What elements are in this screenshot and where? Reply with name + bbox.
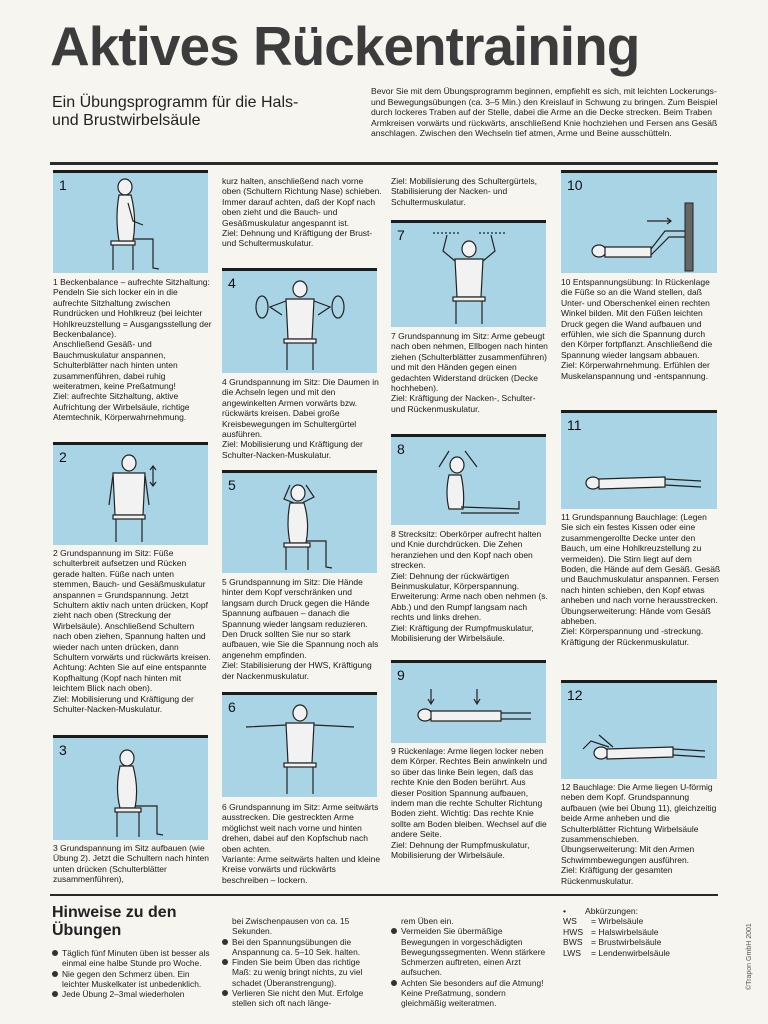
arm-circles-figure-icon	[222, 271, 377, 373]
exercise-number: 5	[228, 477, 236, 493]
hint-item: Vermeiden Sie übermäßige Bewegungen in vorgeschädigten Bewegungssegmenten. Wenn stärkere Schmerzen auftreten, einen Arzt aufsuchen.	[391, 926, 551, 977]
hint-item: Jede Übung 2–3mal wiederholen	[52, 989, 212, 999]
hint-item: bei Zwischenpausen von ca. 15 Sekunden.	[232, 916, 350, 937]
exercise-1-text: 1 Beckenbalance – aufrechte Sitzhaltung: Pendeln Sie sich locker ein in die aufrechte Sitzhaltung zwischen Rundrücken und Hohlkreuz (bei leichter Hohlkreuzstellung = Ausgangsstellung der Beckenbalance). Anschließend Gesäß- und Bauchmuskulatur anspannen, Schulterblätter nach hinten unten zusammenführen, dabei ruhig weiteratmen, keine Preßatmung! Ziel: aufrechte Sitzhaltung, aktive Aufrichtung der Wirbelsäule, richtige Atemtechnik, Körperwahrnehmung.	[53, 277, 212, 423]
supine-figure-icon	[391, 663, 546, 743]
seated-figure-icon	[53, 173, 208, 273]
bullet-icon	[52, 971, 58, 977]
long-sit-figure-icon	[391, 437, 546, 525]
hints-column-3	[391, 916, 551, 1009]
hint-item: Verlieren Sie nicht den Mut. Erfolge stellen sich oft nach länge-	[222, 988, 380, 1009]
subtitle: Ein Übungsprogramm für die Hals- und Brustwirbelsäule	[52, 94, 299, 129]
intro-text: Bevor Sie mit dem Übungsprogramm beginnen, empfiehlt es sich, mit leichten Lockerungs- und Bewegungsübungen (ca. 3–5 Min.) den Kreislauf in Schwung zu bringen. Zum Beispiel durch lockeres Traben auf der Stelle, dabei die Arme an die Decke strecken. Beim Traben Armkreisen vorwärts und rückwärts, anschließend Knie hochziehen und Fersen ans Gesäß anschlagen. Zwischen den Wechseln tief atmen, Arme und Beine ausschütteln.	[371, 86, 718, 139]
hint-item: Bei den Spannungsübungen die Anspannung ca. 5–10 Sek. halten.	[222, 937, 380, 958]
exercise-number: 10	[567, 177, 583, 193]
exercise-11-illustration	[561, 410, 717, 509]
exercise-6-text-continued: Ziel: Mobilisierung des Schultergürtels, Stabilisierung der Nacken- und Schultermuskulatur.	[391, 176, 537, 207]
exercise-number: 3	[59, 742, 67, 758]
bullet-icon	[52, 950, 58, 956]
hint-item: Täglich fünf Minuten üben ist besser als einmal eine halbe Stunde pro Woche.	[52, 948, 212, 969]
exercise-4-text: 4 Grundspannung im Sitz: Die Daumen in die Achseln legen und mit den angewinkelten Armen vorwärts bzw. rückwärts kreisen. Dabei große Kreisbewegungen im Schultergürtel ausführen. Ziel: Mobilisierung und Kräftigung der Schulter-Nacken-Muskulatur.	[222, 377, 379, 460]
exercise-8-illustration	[391, 434, 546, 525]
hints-column-1	[52, 948, 212, 999]
hands-behind-head-figure-icon	[222, 473, 377, 573]
exercise-2-text: 2 Grundspannung im Sitz: Füße schulterbreit aufsetzen und Rücken gerade halten. Füße nach unten stemmen, Bauch- und Gesäßmuskulatur anspannen = Grundspannung. Jetzt Schultern aktiv nach unten drücken, Kopf zieht nach oben (Streckung der Wirbelsäule). Anschließend Schultern nach oben ziehen, Spannung halten und wieder nach unten drücken, dann Schultern vorwärts und rückwärts kreisen. Achtung: Achten Sie auf eine entspannte Kopfhaltung (Kopf nach hinten mit leichtem Blick nach oben). Ziel: Mobilisierung und Kräftigung der Schulter-Nacken-Muskulatur.	[53, 548, 211, 715]
hint-item: rem Üben ein.	[401, 916, 454, 926]
bullet-icon: •	[563, 906, 567, 916]
exercise-5-text: 5 Grundspannung im Sitz: Die Hände hinter dem Kopf verschränken und langsam durch Druck gegen die Hände Spannung aufbauen – danach die Spannung wieder langsam reduzieren. Den Druck sollten Sie nur so stark aufbauen, wie Sie die Spannung noch als angenehm empfinden. Ziel: Stabilisierung der HWS, Kräftigung der Nackenmuskulatur.	[222, 577, 379, 681]
feet-on-wall-figure-icon	[561, 173, 717, 273]
abbreviation-row: WS = Wirbelsäule	[563, 916, 644, 927]
bullet-icon	[52, 991, 58, 997]
exercise-6-text: 6 Grundspannung im Sitz: Arme seitwärts ausstrecken. Die gestreckten Arme möglichst weit nach vorne und hinten drehen, dabei auf den Kopfschub nach oben achten. Variante: Arme seitwärts halten und kleine Kreise vorwärts und rückwärts beschreiben – lockern.	[222, 802, 381, 885]
exercise-number: 6	[228, 699, 236, 715]
prone-figure-icon	[561, 413, 717, 509]
hint-item: Finden Sie beim Üben das richtige Maß: zu wenig bringt nichts, zu viel schadet (Überanstrengung).	[222, 957, 380, 988]
exercise-10-text: 10 Entspannungsübung: In Rückenlage die Füße so an die Wand stellen, daß Unter- und Oberschenkel einen rechten Winkel bilden. Mit den Füßen leichten Druck gegen die Wand aufbauen und erfühlen, wie sich die Spannung durch den Körper fortpflanzt. Anschließend die Spannung wieder langsam abbauen. Ziel: Körperwahrnehmung. Erfühlen der Muskelanspannung und -entspannung.	[561, 277, 713, 381]
bullet-icon	[222, 990, 228, 996]
exercise-number: 4	[228, 275, 236, 291]
exercise-7-illustration	[391, 220, 546, 327]
exercise-8-text: 8 Strecksitz: Oberkörper aufrecht halten und Knie durchdrücken. Die Zehen heranziehen und den Kopf nach oben strecken. Ziel: Dehnung der rückwärtigen Beinmuskulatur, Körperspannung. Erweiterung: Arme nach oben nehmen (s. Abb.) und den Rumpf langsam nach rechts und links drehen. Ziel: Kräftigung der Rumpfmuskulatur, Mobilisierung der Wirbelsäule.	[391, 529, 548, 644]
hints-column-2	[222, 916, 380, 1009]
bullet-icon	[222, 939, 228, 945]
copyright: ©Trapon GmbH 2001	[746, 923, 753, 990]
exercise-number: 11	[567, 417, 582, 433]
exercise-number: 9	[397, 667, 405, 683]
exercise-6-illustration	[222, 692, 377, 797]
exercise-3-text-continued: kurz halten, anschließend nach vorne oben (Schultern Richtung Nase) schieben. Immer darauf achten, daß der Kopf nach oben zieht und die Bauch- und Gesäßmuskulatur angespannt ist. Ziel: Dehnung und Kräftigung der Brust- und Schultermuskulatur.	[222, 176, 382, 249]
exercise-number: 12	[567, 687, 583, 703]
exercise-7-text: 7 Grundspannung im Sitz: Arme gebeugt nach oben nehmen, Ellbogen nach hinten ziehen (Schulterblätter zusammenführen) und mit den Händen gegen einen gedachten Widerstand drücken (Decke hochheben). Ziel: Kräftigung der Nacken-, Schulter- und Rückenmuskulatur.	[391, 331, 548, 414]
exercise-number: 2	[59, 449, 67, 465]
exercise-3-illustration	[53, 735, 208, 840]
footer-divider	[50, 894, 718, 896]
exercise-10-illustration	[561, 170, 717, 273]
arms-up-figure-icon	[391, 223, 546, 327]
abbreviation-row: HWS = Halswirbelsäule	[563, 926, 659, 937]
exercise-3-text: 3 Grundspannung im Sitz aufbauen (wie Übung 2). Jetzt die Schultern nach hinten unten drücken (Schulterblätter zusammenführen),	[53, 843, 209, 885]
page-title: Aktives Rückentraining	[50, 15, 640, 77]
hint-item: Achten Sie besonders auf die Atmung! Keine Preßatmung, sondern gleichmäßig weiteratmen.	[391, 978, 551, 1009]
exercise-1-illustration	[53, 170, 208, 273]
hint-item: Nie gegen den Schmerz üben. Ein leichter Muskelkater ist unbedenklich.	[52, 969, 212, 990]
exercise-number: 7	[397, 227, 405, 243]
exercise-number: 8	[397, 441, 405, 457]
exercise-12-illustration	[561, 680, 717, 779]
prone-arms-raised-figure-icon	[561, 683, 717, 779]
abbreviation-row: BWS = Brustwirbelsäule	[563, 937, 662, 948]
bullet-icon	[391, 980, 397, 986]
abbreviations-heading: • Abkürzungen:	[563, 906, 639, 916]
exercise-9-illustration	[391, 660, 546, 743]
bullet-icon	[222, 959, 228, 965]
exercise-number: 1	[59, 177, 67, 193]
exercise-11-text: 11 Grundspannung Bauchlage: (Legen Sie sich ein festes Kissen oder eine zusammengerollte Decke unter den Bauch, um eine Hohlkreuzstellung zu vermeiden). Die Stirn liegt auf dem Boden, die Hände auf dem Gesäß. Gesäß und Bauchmuskulatur anspannen. Fersen nach hinten schieben, den Kopf etwas anheben und nach vorne herausstrecken. Übungserweiterung: Hände vom Gesäß abheben. Ziel: Körperspannung und -streckung. Kräftigung der Rückenmuskulatur.	[561, 512, 721, 647]
abbreviation-row: LWS = Lendenwirbelsäule	[563, 947, 671, 958]
exercise-9-text: 9 Rückenlage: Arme liegen locker neben dem Körper. Rechtes Bein anwinkeln und so über das linke Bein legen, daß das rechte Knie den Boden berührt. Aus dieser Position Spannung aufbauen, indem man die rechte Schulter Richtung Boden zieht. Wichtig: Das rechte Knie sollte am Boden bleiben. Wechsel auf die andere Seite. Ziel: Dehnung der Rumpfmuskulatur, Mobilisierung der Wirbelsäule.	[391, 746, 547, 861]
seated-back-view-icon	[53, 445, 208, 545]
exercise-2-illustration	[53, 442, 208, 545]
exercise-5-illustration	[222, 470, 377, 573]
abbreviations	[563, 906, 670, 958]
arms-sideways-figure-icon	[222, 695, 377, 797]
abbreviations-list	[563, 916, 670, 958]
hints-heading: Hinweise zu den Übungen	[52, 904, 177, 939]
exercise-4-illustration	[222, 268, 377, 373]
bullet-icon	[391, 928, 397, 934]
seated-side-figure-icon	[53, 738, 208, 840]
exercise-12-text: 12 Bauchlage: Die Arme liegen U-förmig neben dem Kopf. Grundspannung aufbauen (wie bei Übung 11), gleichzeitig beide Arme anheben und die Schulterblätter Richtung Wirbelsäule zusammenschieben. Übungserweiterung: Mit den Armen Schwimmbewegungen ausführen. Ziel: Kräftigung der gesamten Rückenmuskulatur.	[561, 782, 717, 886]
header-divider	[50, 162, 718, 165]
